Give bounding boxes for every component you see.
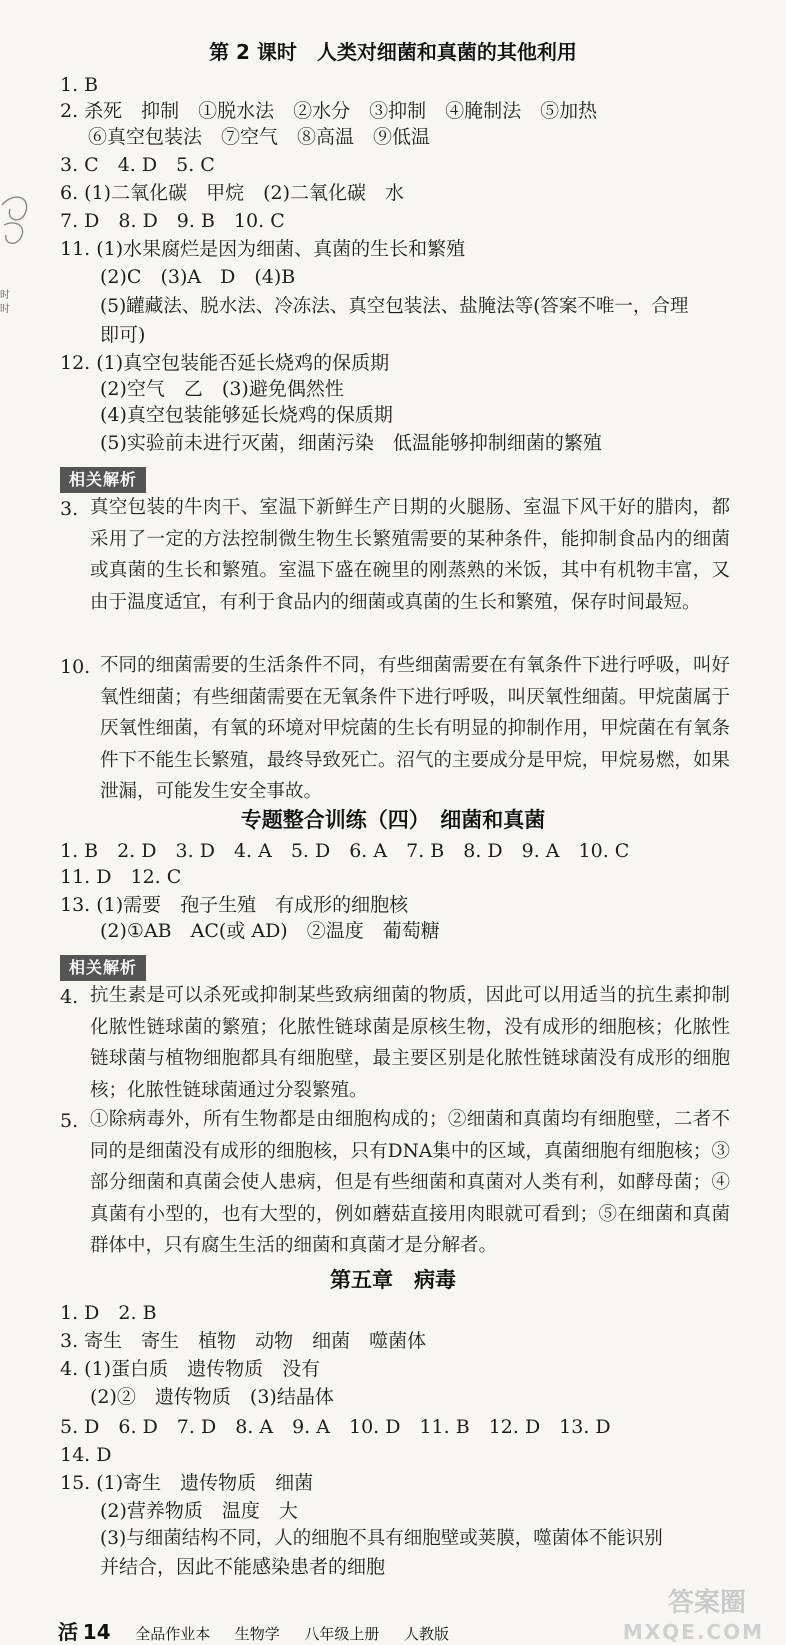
s3-answer-15: 15. (1)寄生 遗传物质 细菌 [60, 1472, 314, 1494]
s1-analysis-text-10: 不同的细菌需要的生活条件不同，有些细菌需要在有氧条件下进行呼吸，叫好氧性细菌；有些细菌需要在无氧条件下进行呼吸，叫厌氧性细菌。甲烷菌属于厌氧性细菌，有氧的环境对甲烷菌的生长有明显的抑制作用，甲烷菌在有氧条件下不能生长繁殖，最终导致死亡。沼气的主要成分是甲烷，甲烷易燃，如果泄漏，可能发生安全事故。 [100, 655, 730, 802]
watermark-logo: 答案圈 [667, 1588, 746, 1618]
s1-answer-11d: 即可) [100, 324, 146, 346]
footer-prefix: 活 [58, 1620, 78, 1644]
s1-answer-12d: (5)实验前未进行灭菌，细菌污染 低温能够抑制细菌的繁殖 [100, 432, 602, 454]
s2-answer-13: 13. (1)需要 孢子生殖 有成形的细胞核 [60, 894, 409, 916]
left-margin-mark-1: 时 [0, 290, 10, 301]
left-margin-scribble-icon [0, 185, 34, 255]
s2-analysis-text-4: 抗生素是可以杀死或抑制某些致病细菌的物质，因此可以用适当的抗生素抑制化脓性链球菌的繁殖；化脓性链球菌是原核生物，没有成形的细胞核；化脓性链球菌与植物细胞都具有细胞壁，最主要区别是化脓性链球菌没有成形的细胞核；化脓性链球菌通过分裂繁殖。 [90, 985, 730, 1101]
footer-edition: 人教版 [403, 1625, 449, 1643]
s3-answer-1: 1. D 2. B [60, 1302, 157, 1324]
s1-answer-2: 2. 杀死 抑制 ①脱水法 ②水分 ③抑制 ④腌制法 ⑤加热 [60, 100, 598, 122]
s1-answer-12c: (4)真空包装能够延长烧鸡的保质期 [100, 404, 393, 426]
analysis-tag-1: 相关解析 [60, 467, 146, 493]
s1-answer-1: 1. B [60, 74, 99, 96]
section-2-title: 专题整合训练（四） 细菌和真菌 [240, 808, 546, 832]
s1-analysis-num-10: 10. [60, 656, 91, 678]
s3-answer-15d: 并结合，因此不能感染患者的细胞 [100, 1556, 386, 1578]
s3-answer-15b: (2)营养物质 温度 大 [100, 1500, 298, 1522]
s2-answer-1: 1. B 2. D 3. D 4. A 5. D 6. A 7. B 8. D 9. A 10. C [60, 840, 630, 862]
analysis-tag-2: 相关解析 [60, 955, 146, 981]
s3-answer-15c: (3)与细菌结构不同，人的细胞不具有细胞壁或荚膜，噬菌体不能识别 [100, 1528, 663, 1549]
footer-book: 全品作业本 [135, 1625, 211, 1643]
s1-answer-12: 12. (1)真空包装能否延长烧鸡的保质期 [60, 352, 390, 374]
section-3-title: 第五章 病毒 [330, 1268, 456, 1292]
footer-subject: 生物学 [234, 1625, 280, 1643]
s3-answer-14: 14. D [60, 1444, 112, 1466]
s1-answer-6: 6. (1)二氧化碳 甲烷 (2)二氧化碳 水 [60, 182, 404, 204]
footer-grade: 八年级上册 [304, 1625, 380, 1643]
s2-answer-13b: (2)①AB AC(或 AD) ②温度 葡萄糖 [100, 920, 440, 942]
s1-answer-11: 11. (1)水果腐烂是因为细菌、真菌的生长和繁殖 [60, 238, 466, 260]
s1-answer-12b: (2)空气 乙 (3)避免偶然性 [100, 378, 344, 400]
s3-answer-4b: (2)② 遗传物质 (3)结晶体 [90, 1386, 334, 1408]
s3-answer-3: 3. 寄生 寄生 植物 动物 细菌 噬菌体 [60, 1330, 427, 1352]
left-margin-mark-2: 时 [0, 304, 10, 315]
s1-answer-2b: ⑥真空包装法 ⑦空气 ⑧高温 ⑨低温 [88, 126, 431, 148]
s2-analysis-num-5: 5. [60, 1110, 79, 1132]
s3-answer-5: 5. D 6. D 7. D 8. A 9. A 10. D 11. B 12. D 13. D [60, 1416, 611, 1438]
section-1-title: 第 2 课时 人类对细菌和真菌的其他利用 [209, 40, 577, 64]
s2-answer-11: 11. D 12. C [60, 866, 182, 888]
s2-analysis-num-4: 4. [60, 986, 79, 1008]
s1-answer-3: 3. C 4. D 5. C [60, 154, 215, 176]
footer-page-number: 14 [82, 1620, 111, 1644]
s1-analysis-text-3: 真空包装的牛肉干、室温下新鲜生产日期的火腿肠、室温下风干好的腊肉，都采用了一定的方法控制微生物生长繁殖需要的某种条件，能抑制食品内的细菌或真菌的生长和繁殖。室温下盛在碗里的刚蒸熟的米饭，其中有机物丰富，又由于温度适宜，有利于食品内的细菌或真菌的生长和繁殖，保存时间最短。 [90, 497, 730, 613]
s1-answer-7: 7. D 8. D 9. B 10. C [60, 210, 285, 232]
watermark-url: MXQE.COM [622, 1620, 764, 1644]
s3-answer-4: 4. (1)蛋白质 遗传物质 没有 [60, 1358, 321, 1380]
s1-analysis-num-3: 3. [60, 498, 79, 520]
page-footer [58, 1616, 449, 1645]
s1-answer-11c: (5)罐藏法、脱水法、冷冻法、真空包装法、盐腌法等(答案不唯一，合理 [100, 296, 689, 317]
s1-answer-11b: (2)C (3)A D (4)B [100, 266, 296, 288]
s2-analysis-text-5: ①除病毒外，所有生物都是由细胞构成的；②细菌和真菌均有细胞壁，二者不同的是细菌没有成形的细胞核，只有DNA集中的区域，真菌细胞有细胞核；③部分细菌和真菌会使人患病，但是有些细菌和真菌对人类有利，如酵母菌；④真菌有小型的，也有大型的，例如蘑菇直接用肉眼就可看到；⑤在细菌和真菌群体中，只有腐生生活的细菌和真菌才是分解者。 [90, 1109, 730, 1256]
